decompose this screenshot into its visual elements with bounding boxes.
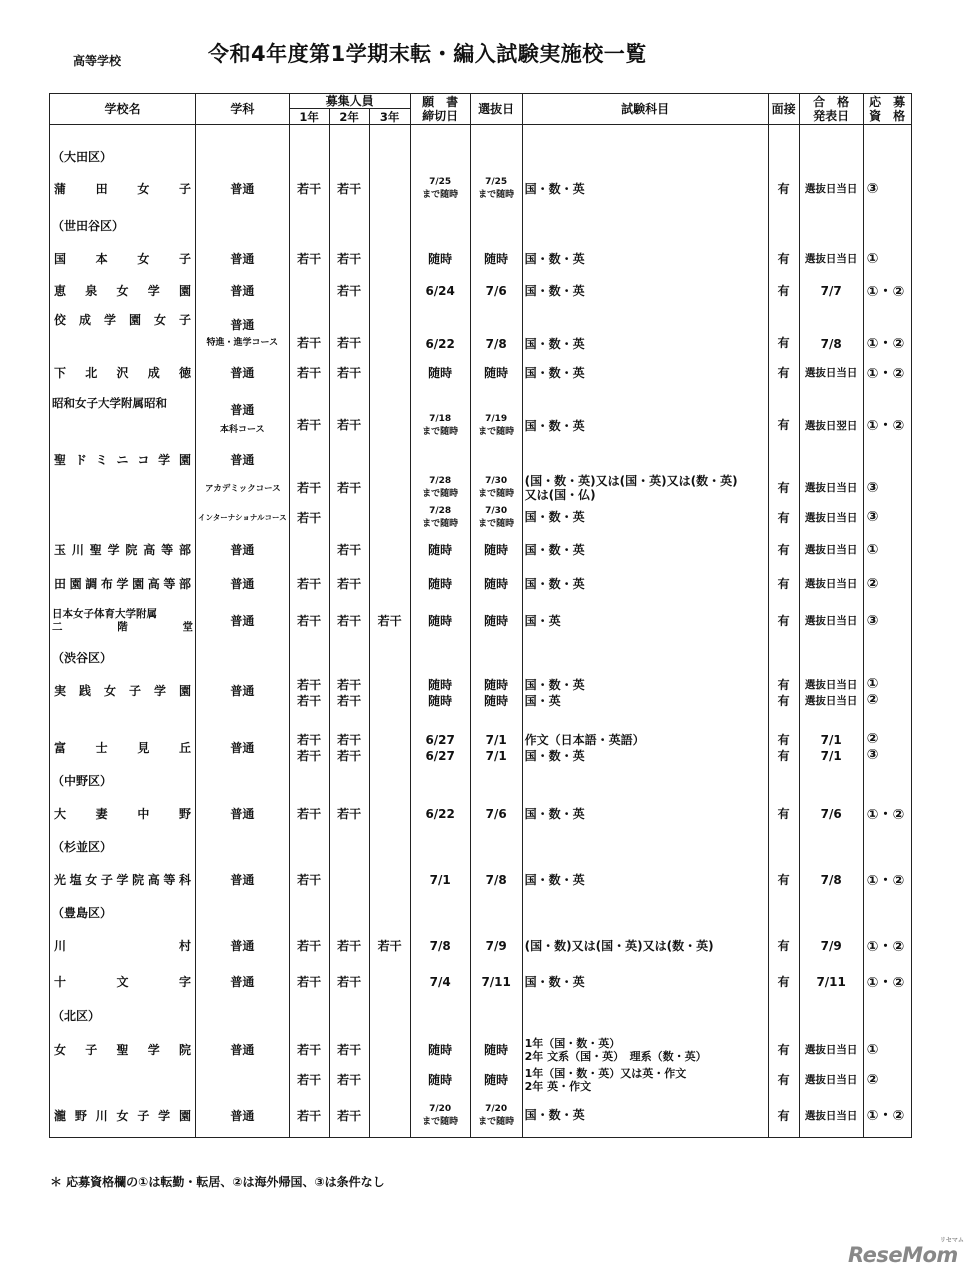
interview: 有 xyxy=(768,1094,799,1138)
table-row xyxy=(50,389,912,447)
table-row xyxy=(50,600,912,642)
subjects: 国・数・英 xyxy=(522,966,768,998)
col-quota: 募集人員 xyxy=(289,94,410,109)
year2-quota: 若干 xyxy=(329,169,369,209)
eligibility: ①・② xyxy=(863,307,911,357)
region-label: （中野区） xyxy=(50,768,196,794)
exam-date: 7/8 xyxy=(470,860,522,900)
interview: 有 xyxy=(768,243,799,275)
exam-date: 7/6 xyxy=(470,794,522,834)
subjects: (国・数・英)又は(国・英)又は(数・英) 又は(国・仏) xyxy=(522,473,768,503)
eligibility: ① ② xyxy=(863,674,911,718)
year2-quota: 若干 xyxy=(329,966,369,998)
table-row xyxy=(50,926,912,966)
year1-quota: 若干 xyxy=(289,307,329,357)
exam-date: 随時 xyxy=(470,1066,522,1094)
eligibility: ①・② xyxy=(863,389,911,447)
result-date: 7/8 xyxy=(799,860,863,900)
table-row xyxy=(50,473,912,503)
deadline: 7/1 xyxy=(410,860,470,900)
year1-quota xyxy=(289,532,329,568)
eligibility: ① xyxy=(863,532,911,568)
interview: 有 xyxy=(768,532,799,568)
result-date: 7/7 xyxy=(799,275,863,307)
col-result: 合 格 発表日 xyxy=(799,94,863,125)
exam-date: 随時 xyxy=(470,600,522,642)
exam-date: 7/30 まで随時 xyxy=(470,473,522,503)
year2-quota: 若干 xyxy=(329,357,369,389)
category-label: 高等学校 xyxy=(73,54,122,68)
year1-quota: 若干 xyxy=(289,926,329,966)
table-body xyxy=(50,125,912,1138)
year3-quota xyxy=(369,1094,410,1138)
year3-quota xyxy=(369,674,410,718)
year2-quota: 若干 xyxy=(329,600,369,642)
interview: 有 xyxy=(768,600,799,642)
interview: 有 xyxy=(768,568,799,600)
school-name: 佼成学園女子 xyxy=(50,307,196,357)
page-title: 令和4年度第1学期末転・編入試験実施校一覧 xyxy=(208,42,647,66)
deadline: 随時 xyxy=(410,1034,470,1066)
table-row xyxy=(50,532,912,568)
year1-quota: 若干 xyxy=(289,473,329,503)
deadline: 随時 xyxy=(410,357,470,389)
interview: 有 xyxy=(768,1034,799,1066)
region-label: （渋谷区） xyxy=(50,642,196,674)
year3-quota xyxy=(369,275,410,307)
col-year1: 1年 xyxy=(289,109,329,125)
year2-quota: 若干 若干 xyxy=(329,718,369,768)
year3-quota xyxy=(369,473,410,503)
eligibility: ①・② xyxy=(863,1094,911,1138)
year2-quota xyxy=(329,860,369,900)
school-name: 瀧野川女子学園 xyxy=(50,1094,196,1138)
course: 普通 xyxy=(196,568,290,600)
result-date: 選抜日当日 xyxy=(799,1094,863,1138)
eligibility: ①・② xyxy=(863,794,911,834)
eligibility: ② ③ xyxy=(863,718,911,768)
interview: 有 xyxy=(768,926,799,966)
subjects: 国・数・英 xyxy=(522,389,768,447)
table-row xyxy=(50,860,912,900)
interview: 有 xyxy=(768,473,799,503)
table-row xyxy=(50,674,912,718)
result-date: 選抜日当日 xyxy=(799,600,863,642)
table-row xyxy=(50,794,912,834)
result-date: 選抜日当日 xyxy=(799,1034,863,1066)
schools-table xyxy=(49,93,912,1138)
table-row xyxy=(50,1066,912,1094)
course-track: アカデミックコース xyxy=(196,473,290,503)
interview: 有 xyxy=(768,503,799,532)
table-row xyxy=(50,169,912,209)
year1-quota: 若干 xyxy=(289,1094,329,1138)
deadline: 7/28 まで随時 xyxy=(410,473,470,503)
subjects: 1年（国・数・英） 2年 文系（国・英） 理系（数・英） xyxy=(522,1034,768,1066)
result-date: 選抜日当日 xyxy=(799,357,863,389)
exam-date: 7/1 7/1 xyxy=(470,718,522,768)
school-name: 川村 xyxy=(50,926,196,966)
interview: 有 有 xyxy=(768,718,799,768)
course: 普通 xyxy=(196,600,290,642)
year1-quota: 若干 xyxy=(289,503,329,532)
table-row xyxy=(50,357,912,389)
eligibility: ①・② xyxy=(863,357,911,389)
year1-quota: 若干 xyxy=(289,600,329,642)
eligibility: ① xyxy=(863,1034,911,1066)
eligibility: ② xyxy=(863,1066,911,1094)
subjects: 国・数・英 xyxy=(522,860,768,900)
subjects: 作文（日本語・英語） 国・数・英 xyxy=(522,718,768,768)
col-year2: 2年 xyxy=(329,109,369,125)
year3-quota xyxy=(369,532,410,568)
region-label: （豊島区） xyxy=(50,900,196,926)
subjects: 国・数・英 xyxy=(522,532,768,568)
result-date: 7/9 xyxy=(799,926,863,966)
table-row xyxy=(50,718,912,768)
course: 普通 特進・進学コース xyxy=(196,307,290,357)
course: 普通 xyxy=(196,718,290,768)
interview: 有 xyxy=(768,860,799,900)
year3-quota xyxy=(369,860,410,900)
interview: 有 有 xyxy=(768,674,799,718)
year3-quota xyxy=(369,243,410,275)
eligibility: ①・② xyxy=(863,860,911,900)
deadline: 6/27 6/27 xyxy=(410,718,470,768)
interview: 有 xyxy=(768,357,799,389)
exam-date: 随時 随時 xyxy=(470,674,522,718)
school-name: 十文字 xyxy=(50,966,196,998)
interview: 有 xyxy=(768,275,799,307)
year2-quota: 若干 xyxy=(329,473,369,503)
interview: 有 xyxy=(768,794,799,834)
year2-quota xyxy=(329,503,369,532)
year1-quota: 若干 xyxy=(289,357,329,389)
year3-quota xyxy=(369,794,410,834)
subjects: 国・数・英 xyxy=(522,275,768,307)
year3-quota xyxy=(369,307,410,357)
course: 普通 xyxy=(196,447,290,473)
school-name: 恵泉女学園 xyxy=(50,275,196,307)
exam-date: 随時 xyxy=(470,243,522,275)
interview: 有 xyxy=(768,389,799,447)
col-year3: 3年 xyxy=(369,109,410,125)
year1-quota: 若干 xyxy=(289,1066,329,1094)
year1-quota: 若干 xyxy=(289,860,329,900)
eligibility: ③ xyxy=(863,503,911,532)
result-date: 7/1 7/1 xyxy=(799,718,863,768)
school-name: 女子聖学院 xyxy=(50,1034,196,1066)
year2-quota: 若干 xyxy=(329,794,369,834)
course: 普通 xyxy=(196,1034,290,1066)
eligibility: ①・② xyxy=(863,275,911,307)
course: 普通 xyxy=(196,1094,290,1138)
subjects: 国・英 xyxy=(522,600,768,642)
eligibility: ①・② xyxy=(863,926,911,966)
year3-quota: 若干 xyxy=(369,926,410,966)
course: 普通 xyxy=(196,674,290,718)
course: 普通 xyxy=(196,532,290,568)
result-date: 選抜日当日 xyxy=(799,243,863,275)
table-row xyxy=(50,1034,912,1066)
interview: 有 xyxy=(768,1066,799,1094)
eligibility: ③ xyxy=(863,600,911,642)
exam-date: 随時 xyxy=(470,568,522,600)
eligibility: ①・② xyxy=(863,966,911,998)
deadline: 7/25 まで随時 xyxy=(410,169,470,209)
eligibility: ③ xyxy=(863,473,911,503)
table-row xyxy=(50,503,912,532)
result-date: 選抜日当日 xyxy=(799,1066,863,1094)
exam-date: 7/6 xyxy=(470,275,522,307)
deadline: 随時 xyxy=(410,532,470,568)
col-course: 学科 xyxy=(196,94,290,125)
course: 普通 xyxy=(196,169,290,209)
exam-date: 7/11 xyxy=(470,966,522,998)
col-interview: 面接 xyxy=(768,94,799,125)
exam-date: 随時 xyxy=(470,1034,522,1066)
deadline: 6/24 xyxy=(410,275,470,307)
table-row xyxy=(50,275,912,307)
resemom-logo: ReseMom リセマム xyxy=(848,1237,964,1267)
deadline: 随時 xyxy=(410,600,470,642)
year1-quota: 若干 xyxy=(289,243,329,275)
course-track: 本科コース xyxy=(220,424,265,435)
school-name: 蒲田女子 xyxy=(50,169,196,209)
year2-quota: 若干 xyxy=(329,532,369,568)
year1-quota xyxy=(289,275,329,307)
col-deadline: 願 書 締切日 xyxy=(410,94,470,125)
region-label: （大田区） xyxy=(50,125,196,169)
subjects: 1年（国・数・英）又は英・作文 2年 英・作文 xyxy=(522,1066,768,1094)
course: 普通 xyxy=(196,926,290,966)
subjects: 国・数・英 xyxy=(522,503,768,532)
eligibility: ② xyxy=(863,568,911,600)
deadline: 7/28 まで随時 xyxy=(410,503,470,532)
year2-quota: 若干 xyxy=(329,389,369,447)
col-subjects: 試験科目 xyxy=(522,94,768,125)
region-label: （杉並区） xyxy=(50,834,196,860)
year3-quota xyxy=(369,503,410,532)
year1-quota: 若干 xyxy=(289,966,329,998)
table-row xyxy=(50,966,912,998)
deadline: 6/22 xyxy=(410,794,470,834)
year2-quota: 若干 xyxy=(329,1066,369,1094)
result-date: 選抜日当日 xyxy=(799,568,863,600)
year3-quota xyxy=(369,1034,410,1066)
subjects: 国・数・英 xyxy=(522,307,768,357)
year3-quota: 若干 xyxy=(369,600,410,642)
col-school: 学校名 xyxy=(50,94,196,125)
school-name: 実践女子学園 xyxy=(50,674,196,718)
eligibility: ③ xyxy=(863,169,911,209)
interview: 有 xyxy=(768,966,799,998)
deadline: 7/20 まで随時 xyxy=(410,1094,470,1138)
deadline: 随時 随時 xyxy=(410,674,470,718)
result-date: 選抜日翌日 xyxy=(799,389,863,447)
result-date: 7/11 xyxy=(799,966,863,998)
exam-date: 7/8 xyxy=(470,307,522,357)
school-name: 日本女子体育大学附属 二 階 堂 xyxy=(50,600,196,642)
subjects: 国・数・英 国・英 xyxy=(522,674,768,718)
school-name: 田園調布学園高等部 xyxy=(50,568,196,600)
result-date: 選抜日当日 xyxy=(799,473,863,503)
deadline: 随時 xyxy=(410,243,470,275)
year2-quota: 若干 xyxy=(329,275,369,307)
course: 普通 xyxy=(196,243,290,275)
deadline: 7/4 xyxy=(410,966,470,998)
year1-quota: 若干 xyxy=(289,389,329,447)
school-name: 下北沢成徳 xyxy=(50,357,196,389)
subjects: 国・数・英 xyxy=(522,1094,768,1138)
interview: 有 xyxy=(768,169,799,209)
exam-date: 7/19 まで随時 xyxy=(470,389,522,447)
result-date: 選抜日当日 xyxy=(799,503,863,532)
school-name: 国本女子 xyxy=(50,243,196,275)
year1-quota: 若干 xyxy=(289,169,329,209)
subjects: 国・数・英 xyxy=(522,243,768,275)
year3-quota xyxy=(369,966,410,998)
deadline: 随時 xyxy=(410,568,470,600)
table-row xyxy=(50,447,912,473)
table-row xyxy=(50,568,912,600)
result-date: 選抜日当日 xyxy=(799,169,863,209)
subjects: 国・数・英 xyxy=(522,568,768,600)
year3-quota xyxy=(369,1066,410,1094)
year3-quota xyxy=(369,389,410,447)
deadline: 6/22 xyxy=(410,307,470,357)
year2-quota: 若干 xyxy=(329,243,369,275)
deadline: 7/8 xyxy=(410,926,470,966)
result-date: 7/8 xyxy=(799,307,863,357)
year2-quota: 若干 xyxy=(329,1094,369,1138)
region-label: （北区） xyxy=(50,998,196,1034)
course: 普通 xyxy=(196,357,290,389)
exam-date: 7/25 まで随時 xyxy=(470,169,522,209)
course: 普通 xyxy=(196,794,290,834)
year1-quota: 若干 若干 xyxy=(289,718,329,768)
table-header xyxy=(50,94,912,125)
result-date: 選抜日当日 xyxy=(799,532,863,568)
col-exam-date: 選抜日 xyxy=(470,94,522,125)
footnote: ＊ 応募資格欄の①は転勤・転居、②は海外帰国、③は条件なし xyxy=(50,1175,385,1189)
table-row xyxy=(50,307,912,357)
course-track: インターナショナルコース xyxy=(196,503,290,532)
course: 普通 xyxy=(196,860,290,900)
school-name: 聖ドミニコ学園 xyxy=(50,447,196,473)
subjects: 国・数・英 xyxy=(522,794,768,834)
deadline: 7/18 まで随時 xyxy=(410,389,470,447)
year3-quota xyxy=(369,718,410,768)
year1-quota: 若干 xyxy=(289,568,329,600)
result-date: 選抜日当日 選抜日当日 xyxy=(799,674,863,718)
school-name: 昭和女子大学附属昭和 xyxy=(50,389,196,447)
year2-quota: 若干 xyxy=(329,1034,369,1066)
subjects: 国・数・英 xyxy=(522,357,768,389)
school-name: 富士見丘 xyxy=(50,718,196,768)
course: 普通 xyxy=(196,966,290,998)
year1-quota: 若干 若干 xyxy=(289,674,329,718)
exam-date: 7/9 xyxy=(470,926,522,966)
subjects: (国・数)又は(国・英)又は(数・英) xyxy=(522,926,768,966)
year2-quota: 若干 若干 xyxy=(329,674,369,718)
exam-date: 随時 xyxy=(470,532,522,568)
year2-quota: 若干 xyxy=(329,926,369,966)
year1-quota: 若干 xyxy=(289,794,329,834)
course: 普通 本科コース xyxy=(196,389,290,447)
exam-date: 7/20 まで随時 xyxy=(470,1094,522,1138)
table-row xyxy=(50,1094,912,1138)
table-row xyxy=(50,243,912,275)
course-track: 特進・進学コース xyxy=(206,337,279,348)
year1-quota: 若干 xyxy=(289,1034,329,1066)
year3-quota xyxy=(369,169,410,209)
year3-quota xyxy=(369,357,410,389)
eligibility: ① xyxy=(863,243,911,275)
year2-quota: 若干 xyxy=(329,568,369,600)
course: 普通 xyxy=(196,275,290,307)
exam-date: 随時 xyxy=(470,357,522,389)
year3-quota xyxy=(369,568,410,600)
school-name: 大妻中野 xyxy=(50,794,196,834)
region-label: （世田谷区） xyxy=(50,209,196,243)
exam-date: 7/30 まで随時 xyxy=(470,503,522,532)
deadline: 随時 xyxy=(410,1066,470,1094)
school-name: 玉川聖学院高等部 xyxy=(50,532,196,568)
result-date: 7/6 xyxy=(799,794,863,834)
interview: 有 xyxy=(768,307,799,357)
subjects: 国・数・英 xyxy=(522,169,768,209)
year2-quota: 若干 xyxy=(329,307,369,357)
col-eligibility: 応 募 資 格 xyxy=(863,94,911,125)
school-name: 光塩女子学院高等科 xyxy=(50,860,196,900)
